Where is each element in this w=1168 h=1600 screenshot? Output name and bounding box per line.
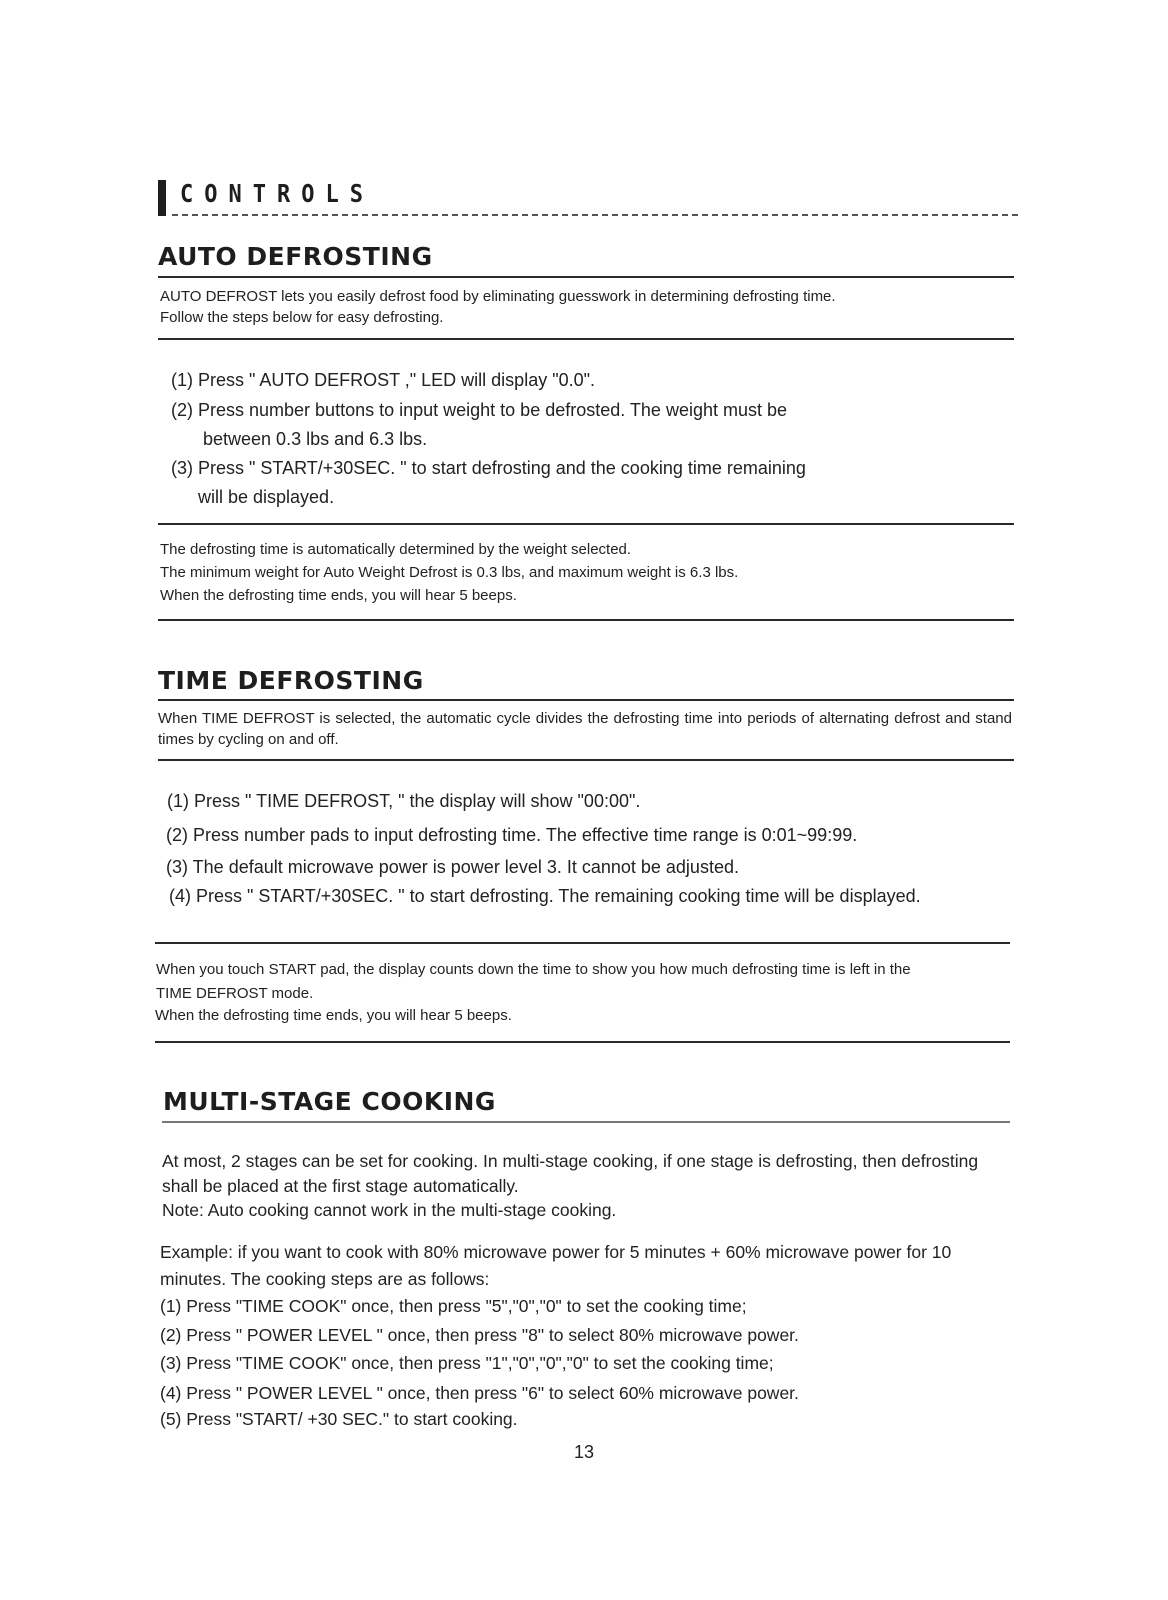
- auto-step-continuation: will be displayed.: [198, 487, 335, 507]
- time-defrosting-heading: TIME DEFROSTING: [158, 666, 424, 695]
- auto-step: (1) Press " AUTO DEFROST ," LED will display "0.0".: [171, 370, 596, 390]
- multi-example-line: minutes. The cooking steps are as follows:: [160, 1269, 490, 1289]
- auto-step: (2) Press number buttons to input weight to be defrosted. The weight must be: [171, 400, 788, 420]
- header-dashed-divider: [172, 214, 1018, 216]
- multi-step: (1) Press "TIME COOK" once, then press "5","0","0" to set the cooking time;: [160, 1296, 747, 1316]
- page-number: 13: [573, 1442, 595, 1462]
- time-step: (4) Press " START/+30SEC. " to start defrosting. The remaining cooking time will be displayed.: [169, 886, 921, 906]
- auto-note-line: The minimum weight for Auto Weight Defrost is 0.3 lbs, and maximum weight is 6.3 lbs.: [160, 564, 739, 581]
- auto-note-line: When the defrosting time ends, you will hear 5 beeps.: [160, 587, 517, 604]
- auto-intro-line: AUTO DEFROST lets you easily defrost food by eliminating guesswork in determining defrosting time.: [160, 288, 836, 305]
- multi-step: (5) Press "START/ +30 SEC." to start cooking.: [160, 1409, 518, 1429]
- time-note-line: When you touch START pad, the display counts down the time to show you how much defrosting time is left in the: [156, 961, 911, 978]
- multi-intro-line: At most, 2 stages can be set for cooking. In multi-stage cooking, if one stage is defrosting, then defrosting: [162, 1151, 979, 1171]
- auto-notes-bottom-rule: [158, 619, 1014, 621]
- time-intro-bottom-rule: [158, 759, 1014, 761]
- multi-stage-heading: MULTI-STAGE COOKING: [163, 1087, 496, 1116]
- section-title: CONTROLS: [180, 180, 374, 209]
- auto-note-line: The defrosting time is automatically determined by the weight selected.: [160, 541, 632, 558]
- multi-step: (2) Press " POWER LEVEL " once, then press "8" to select 80% microwave power.: [160, 1325, 799, 1345]
- auto-intro-line: Follow the steps below for easy defrosting.: [160, 309, 444, 326]
- multi-step: (4) Press " POWER LEVEL " once, then press "6" to select 60% microwave power.: [160, 1383, 799, 1403]
- time-note-line: When the defrosting time ends, you will hear 5 beeps.: [155, 1007, 512, 1024]
- multi-intro-line: Note: Auto cooking cannot work in the multi-stage cooking.: [162, 1200, 617, 1220]
- auto-intro-bottom-rule: [158, 338, 1014, 340]
- time-note-line: TIME DEFROST mode.: [156, 985, 314, 1002]
- auto-step-continuation: between 0.3 lbs and 6.3 lbs.: [203, 429, 428, 449]
- auto-defrosting-heading: AUTO DEFROSTING: [158, 242, 433, 271]
- multi-example-line: Example: if you want to cook with 80% microwave power for 5 minutes + 60% microwave power for 10: [160, 1242, 952, 1262]
- time-step: (2) Press number pads to input defrosting time. The effective time range is 0:01~99:99.: [166, 825, 858, 845]
- time-notes-bottom-rule: [155, 1041, 1010, 1043]
- section-marker: [158, 180, 166, 216]
- time-step: (3) The default microwave power is power level 3. It cannot be adjusted.: [166, 857, 739, 877]
- auto-defrosting-top-rule: [158, 276, 1014, 278]
- time-defrosting-top-rule: [158, 699, 1014, 701]
- time-intro: When TIME DEFROST is selected, the automatic cycle divides the defrosting time into periods of alternating defrost and stand times by cycling on and off.: [158, 710, 1012, 748]
- time-notes-top-rule: [155, 942, 1010, 944]
- multi-step: (3) Press "TIME COOK" once, then press "1","0","0","0" to set the cooking time;: [160, 1353, 774, 1373]
- auto-step: (3) Press " START/+30SEC. " to start defrosting and the cooking time remaining: [171, 458, 806, 478]
- auto-notes-top-rule: [158, 523, 1014, 525]
- multi-intro-line: shall be placed at the first stage automatically.: [162, 1176, 519, 1196]
- multi-stage-rule: [162, 1121, 1010, 1123]
- time-step: (1) Press " TIME DEFROST, " the display will show "00:00".: [167, 791, 641, 811]
